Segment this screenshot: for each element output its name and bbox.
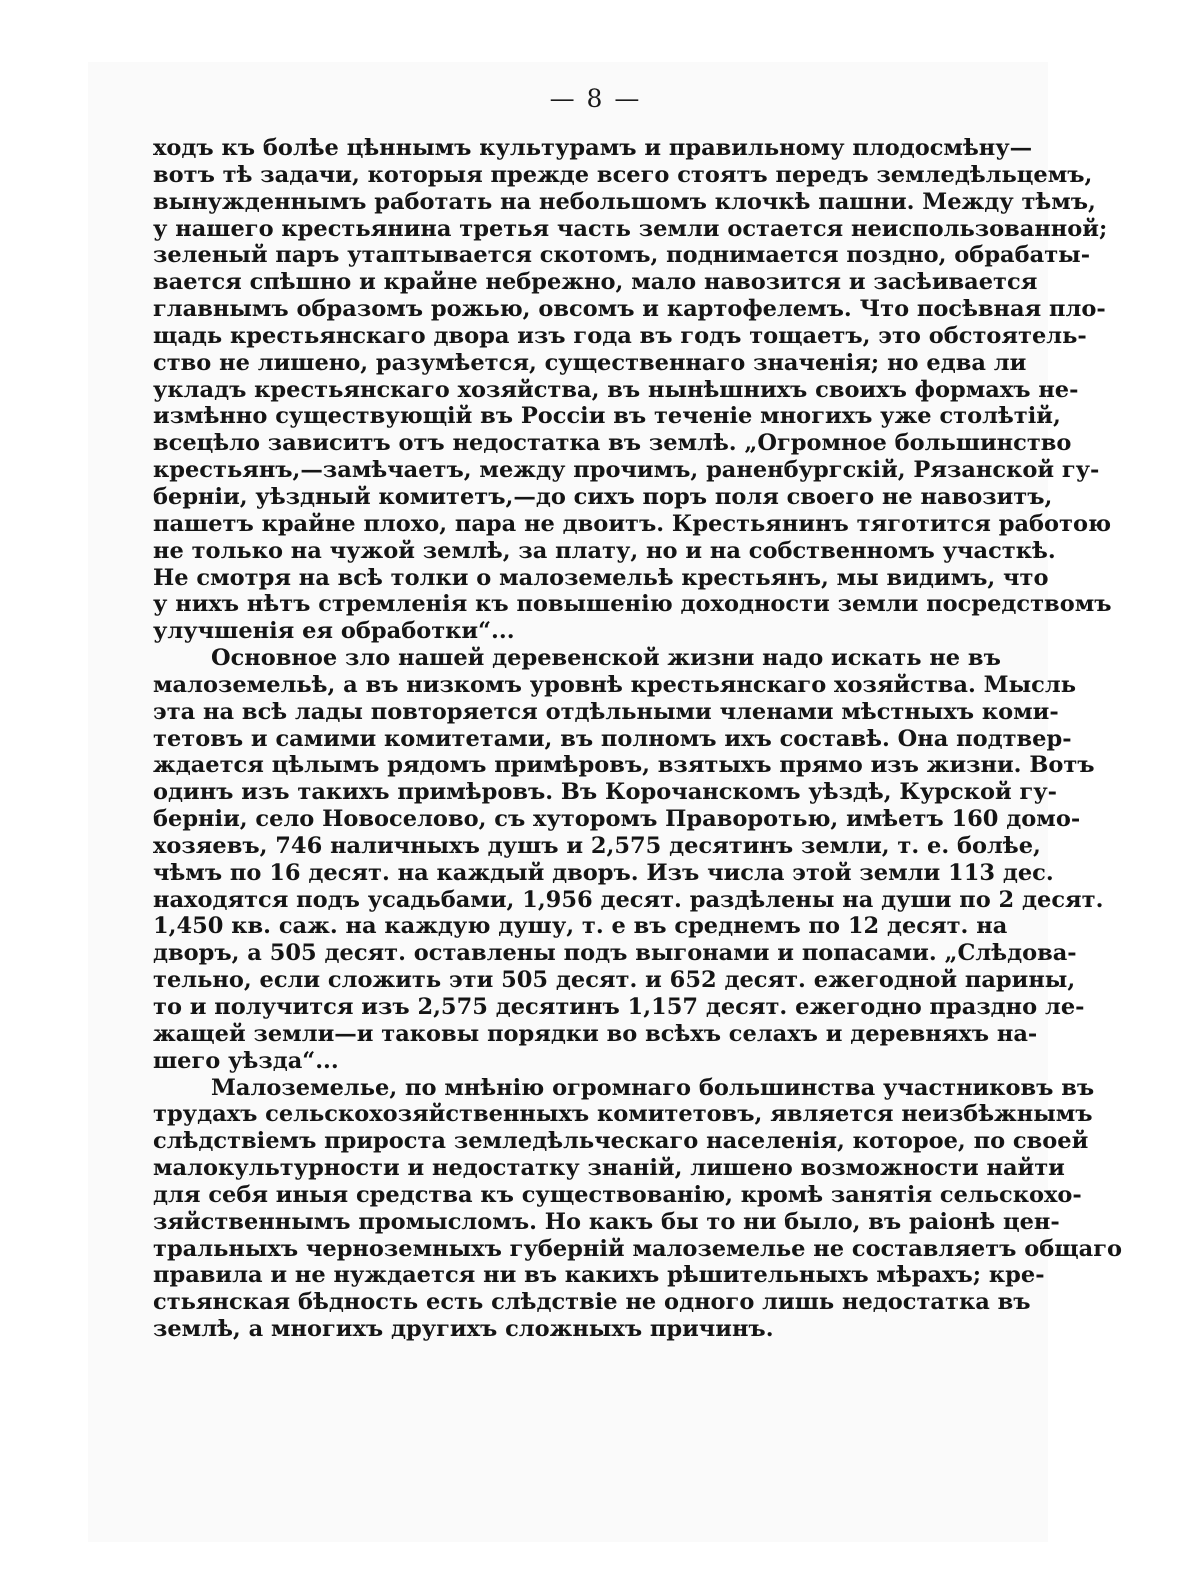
paragraph-1: [153, 135, 1112, 645]
text-line: эта на всѣ лады повторяется отдѣльными членами мѣстныхъ коми-: [153, 698, 1059, 725]
text-line: 1,450 кв. саж. на каждую душу, т. е въ среднемъ по 12 десят. на: [153, 913, 1008, 940]
text-line: не только на чужой землѣ, за плату, но и на собственномъ участкѣ.: [153, 537, 1056, 564]
paragraph-3: [153, 1074, 1123, 1343]
text-line: пашетъ крайне плохо, пара не двоитъ. Крестьянинъ тяготится работою: [153, 510, 1112, 537]
text-line: жащей земли—и таковы порядки во всѣхъ селахъ и деревняхъ на-: [153, 1020, 1038, 1047]
text-line: тетовъ и самими комитетами, въ полномъ ихъ составѣ. Она подтвер-: [153, 725, 1072, 752]
text-line: вынужденнымъ работать на небольшомъ клочкѣ пашни. Между тѣмъ,: [153, 188, 1096, 215]
text-line: Основное зло нашей деревенской жизни надо искать не въ: [211, 645, 1001, 672]
text-line: тельно, если сложить эти 505 десят. и 652 десят. ежегодной парины,: [153, 967, 1076, 994]
text-line: для себя иныя средства къ существованію, кромѣ занятія сельскохо-: [153, 1181, 1082, 1208]
text-line: то и получится изъ 2,575 десятинъ 1,157 десят. ежегодно праздно ле-: [153, 994, 1085, 1020]
text-line: малоземельѣ, а въ низкомъ уровнѣ крестьянскаго хозяйства. Мысль: [153, 671, 1076, 698]
text-line: стьянская бѣдность есть слѣдствіе не одного лишь недостатка въ: [153, 1289, 1031, 1316]
text-line: шего уѣзда“...: [153, 1047, 339, 1074]
text-line: Не смотря на всѣ толки о малоземельѣ крестьянъ, мы видимъ, что: [153, 564, 1049, 591]
text-line: у нихъ нѣтъ стремленія къ повышенію доходности земли посредствомъ: [153, 591, 1112, 618]
text-line: слѣдствіемъ прироста земледѣльческаго населенія, которое, по своей: [153, 1128, 1089, 1155]
text-line: берніи, село Новоселово, съ хуторомъ Праворотью, имѣетъ 160 домо-: [153, 806, 1081, 833]
text-line: вается спѣшно и крайне небрежно, мало навозится и засѣивается: [153, 269, 1038, 296]
text-line: зяйственнымъ промысломъ. Но какъ бы то ни было, въ раіонѣ цен-: [153, 1208, 1060, 1235]
text-line: дворъ, а 505 десят. оставлены подъ выгонами и попасами. „Слѣдова-: [153, 940, 1077, 967]
text-line: одинъ изъ такихъ примѣровъ. Въ Корочанскомъ уѣздѣ, Курской гу-: [153, 779, 1058, 806]
text-line: находятся подъ усадьбами, 1,956 десят. раздѣлены на души по 2 десят.: [153, 886, 1104, 913]
text-line: улучшенія ея обработки“...: [153, 618, 515, 645]
text-line: ство не лишено, разумѣется, существеннаго значенія; но едва ли: [153, 349, 1027, 376]
text-line: ждается цѣлымъ рядомъ примѣровъ, взятыхъ прямо изъ жизни. Вотъ: [153, 752, 1095, 779]
text-line: землѣ, а многихъ другихъ сложныхъ причинъ.: [153, 1316, 774, 1343]
text-line: всецѣло зависитъ отъ недостатка въ землѣ. „Огромное большинство: [153, 430, 1072, 457]
text-line: щадь крестьянскаго двора изъ года въ годъ тощаетъ, это обстоятель-: [153, 322, 1087, 349]
text-line: Малоземелье, по мнѣнію огромнаго большинства участниковъ въ: [211, 1074, 1095, 1101]
text-line: у нашего крестьянина третья часть земли остается неиспользованной;: [153, 215, 1108, 242]
paragraph-2: [153, 645, 1104, 1075]
text-line: тральныхъ черноземныхъ губерній малоземелье не составляетъ общаго: [153, 1235, 1123, 1262]
text-line: главнымъ образомъ рожью, овсомъ и картофелемъ. Что посѣвная пло-: [153, 296, 1106, 323]
text-line: вотъ тѣ задачи, которыя прежде всего стоятъ передъ земледѣльцемъ,: [153, 161, 1093, 188]
text-line: хозяевъ, 746 наличныхъ душъ и 2,575 десятинъ земли, т. е. болѣе,: [153, 832, 1041, 859]
text-line: измѣнно существующій въ Россіи въ теченіе многихъ уже столѣтій,: [153, 403, 1061, 430]
page-number: — 8 —: [549, 84, 642, 113]
body-text: [153, 135, 1123, 1343]
text-line: берніи, уѣздный комитетъ,—до сихъ поръ поля своего не навозитъ,: [153, 483, 1053, 510]
text-line: трудахъ сельскохозяйственныхъ комитетовъ, является неизбѣжнымъ: [153, 1101, 1093, 1128]
text-line: правила и не нуждается ни въ какихъ рѣшительныхъ мѣрахъ; кре-: [153, 1262, 1045, 1289]
text-line: малокультурности и недостатку знаній, лишено возможности найти: [153, 1155, 1065, 1182]
text-line: чѣмъ по 16 десят. на каждый дворъ. Изъ числа этой земли 113 дес.: [153, 859, 1054, 886]
text-line: ходъ къ болѣе цѣннымъ культурамъ и правильному плодосмѣну—: [153, 135, 1033, 161]
text-line: крестьянъ,—замѣчаетъ, между прочимъ, раненбургскій, Рязанской гу-: [153, 457, 1100, 484]
text-line: укладъ крестьянскаго хозяйства, въ нынѣшнихъ своихъ формахъ не-: [153, 376, 1079, 403]
text-line: зеленый паръ утаптывается скотомъ, поднимается поздно, обрабаты-: [153, 242, 1091, 269]
